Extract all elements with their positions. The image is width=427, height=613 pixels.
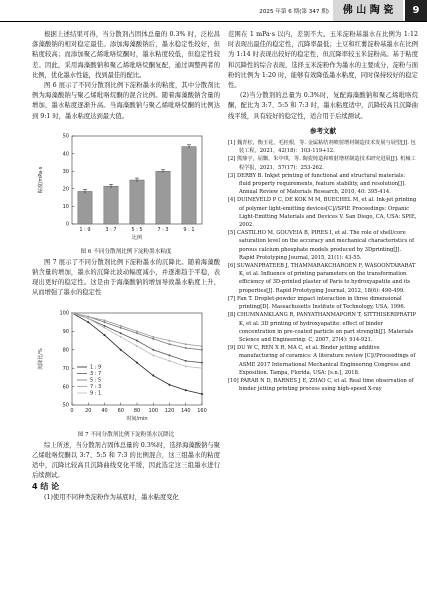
data-point — [201, 345, 203, 347]
y-tick-label: 90 — [62, 328, 69, 335]
y-tick-label: 70 — [62, 365, 69, 372]
data-point — [185, 343, 187, 345]
data-point — [152, 374, 154, 376]
data-point — [104, 319, 106, 321]
paragraph: (1)使用不同种类淀粉作为基底时，墨水粘度变化 — [44, 494, 179, 502]
data-point — [120, 326, 122, 328]
data-point — [185, 389, 187, 391]
bar — [130, 180, 144, 224]
right-column — [228, 30, 418, 393]
header-rule — [0, 21, 427, 22]
x-tick-label: 60 — [117, 407, 124, 414]
data-point — [169, 354, 171, 356]
data-point — [152, 348, 154, 350]
y-axis-label: 沉降比/% — [38, 347, 44, 370]
data-point — [201, 367, 203, 369]
y-tick-label: 0 — [65, 221, 69, 228]
data-point — [120, 336, 122, 338]
x-tick-label: 120 — [164, 407, 175, 414]
data-point — [120, 348, 122, 350]
bar — [104, 186, 118, 224]
y-tick-label: 80 — [62, 347, 69, 354]
data-point — [136, 361, 138, 363]
data-point — [152, 336, 154, 338]
data-point — [136, 330, 138, 332]
y-tick-label: 20 — [62, 186, 69, 193]
legend-label: 3 : 7 — [90, 370, 102, 377]
legend-label: 7 : 3 — [90, 383, 102, 390]
bar — [78, 191, 92, 224]
data-point — [152, 337, 154, 339]
data-point — [104, 334, 106, 336]
data-point — [136, 339, 138, 341]
x-tick-label: 100 — [148, 407, 159, 414]
reference-item: [1] 魏青松，衡玉花，毛桂根，等. 金属粘结剂喷射增材制造技术发展与展望[J]. 包装工程，2021，42(18)：103-119+12. — [228, 140, 416, 155]
y-tick-label: 60 — [62, 383, 69, 390]
data-point — [169, 343, 171, 345]
y-tick-label: 40 — [62, 151, 69, 158]
x-tick-label: 0 — [70, 407, 74, 414]
y-axis-label: 粘度/mPa·s — [38, 166, 44, 194]
data-point — [87, 321, 89, 323]
page-header — [0, 0, 427, 22]
reference-item: [3] DERBY B. Inkjet printing of functional and structural materials: fluid property requirements, feature stability, and resolution[J]. Annual Review of Materials Research, 2010, 40: 395-414. — [228, 172, 406, 196]
data-point — [185, 359, 187, 361]
section-heading: 4 结 论 — [32, 482, 60, 492]
data-point — [104, 326, 106, 328]
data-point — [201, 348, 203, 350]
data-point — [201, 361, 203, 363]
y-tick-label: 100 — [59, 310, 69, 317]
x-tick-label: 1 : 9 — [79, 226, 91, 233]
legend-label: 9 : 1 — [90, 390, 102, 397]
reference-item: [8] CHUMNANKLANG R, PANYATHANMAPORN T, SITTHISERIPRATIP K, et al. 3D printing of hydroxyapatite: effect of binder concentration in pre-coated particle on part strength[J]. Materials Science and Engineering: C, 2007, 27(4): 914-921. — [228, 312, 416, 343]
data-point — [87, 315, 89, 317]
reference-item: [5] CASTILHO M, GOUVEIA B, PIRES I, et al. The role of shell/core saturation level on the accuracy and mechanical characteristics of porous calcium phosphate models produced by 3Dprinting[J]. Rapid Prototyping Journal, 2015, 21(1): 43-55. — [228, 230, 415, 261]
data-point — [185, 347, 187, 349]
x-tick-label: 9 : 1 — [183, 226, 195, 233]
data-point — [120, 325, 122, 327]
data-point — [169, 359, 171, 361]
reference-item: [7] Fan T. Droplet-powder impact interaction in three dimensional printing[D]. Massachusetts Institute of Technology, USA, 1996. — [228, 295, 406, 311]
bar — [182, 146, 196, 223]
x-axis-label: 比例 — [131, 234, 143, 241]
reference-item: [6] SUWANPRATEEB J, THAMMARAKCHAROEN F, WASOONTARARAT K, et al. Influence of printing parameters on the transformation efficiency of 3D-printed plaster of Paris to hydroxyapatite and its properties[J]. Rapid Prototyping Journal, 2012, 18(6): 490-499. — [228, 263, 416, 294]
data-point — [87, 317, 89, 319]
data-point — [104, 325, 106, 327]
x-tick-label: 20 — [85, 407, 92, 414]
issue-info: 2025 年第 6 期(第 347 期) — [259, 9, 329, 15]
data-point — [185, 365, 187, 367]
paragraph: 根据上述结果可得，当分散剂占固体总量的 0.3% 时，泛松昌落藻酸钠的相对稳定最佳。添加海藻酸钠后，墨水稳定性较好，但粘度较高；而添加聚乙烯吡咯烷酮时，墨水粘度较低，但稳定性较差。因此，采用海藻酸钠和聚乙烯吡咯烷酮复配，通过调整两者的比例，优化墨水性能，找到最佳的配比。 — [32, 31, 220, 79]
data-point — [169, 339, 171, 341]
data-point — [169, 383, 171, 385]
reference-list — [228, 139, 418, 393]
x-tick-label: 140 — [180, 407, 191, 414]
page-number: 9 — [405, 0, 427, 21]
data-point — [201, 393, 203, 395]
x-tick-label: 160 — [197, 407, 207, 414]
paragraph: 图 7 展示了不同分散剂比例下淀粉墨水的沉降比。随着海藻酸钠含量的增加，墨水的沉降比波动幅度减小，并逐渐趋于平稳，表现出更好的稳定性。这是由于海藻酸钠的增加导致墨水粘度上升，从而增强了墨水的稳定性 — [32, 258, 220, 297]
x-tick-label: 40 — [101, 407, 108, 414]
y-tick-label: 30 — [62, 168, 69, 175]
reference-item: [4] DUINEVELD P C, DE KOK M M, BUECHEL M, et al. Ink-jet printing of polymer light-emitting devices[C]//SPIE Proceedings: Organic Light-Emitting Materials and Devices V. San Diego, CA, USA: SPIE, 2002. — [228, 197, 417, 229]
x-axis-label: 时间/min — [126, 415, 148, 422]
viscosity-bar-chart — [32, 128, 220, 246]
data-point — [136, 332, 138, 334]
data-point — [152, 354, 154, 356]
figure-6 — [32, 128, 220, 246]
y-tick-label: 50 — [62, 133, 69, 140]
left-column — [32, 30, 220, 504]
legend-label: 5 : 5 — [90, 377, 102, 384]
y-tick-label: 50 — [62, 402, 69, 409]
reference-item: [9] DU W C, REN X R, MA C, et al. Binder jetting additive manufacturing of ceramics: A literature review [C]//Proceedings of ASME 2017 International Mechanical Engineering Congress and Exposition. Tampa, Florida, USA: [s.n.], 2018. — [228, 345, 416, 376]
data-point — [136, 345, 138, 347]
paragraph: 范围在 1 mPa·s 以内，差别不大。玉米淀粉基墨水在比例为 1:12 时表现出最佳的稳定性，沉降率最低；土豆和红薯淀粉基墨水在比例为 1:14 时表现出较好的稳定性，但沉降率较玉米淀粉高。基于粘度和沉降性的综合表现，选择玉米淀粉作为墨水的主要成分，淀粉与面粉的比例为 1:20 时，能够有效降低墨水粘度，同时保持较好的稳定性。 — [228, 31, 418, 90]
paragraph: (2)当分散剂的总量为 0.3%时，复配海藻酸钠和聚乙烯吡咯烷酮，配比为 3:7、5:5 和 7:3 时，墨水粘度适中，沉降较高且沉降曲线平缓，具有较好的稳定性，适合用于后续测试。 — [228, 92, 418, 120]
x-tick-label: 5 : 5 — [131, 226, 143, 233]
x-tick-label: 3 : 7 — [105, 226, 117, 233]
figure-7 — [32, 305, 220, 429]
data-point — [120, 332, 122, 334]
bar — [156, 171, 170, 224]
sedimentation-line-chart — [32, 305, 220, 429]
references-heading: 参考文献 — [310, 126, 336, 135]
legend-label: 1 : 9 — [90, 364, 102, 371]
x-tick-label: 80 — [133, 407, 141, 414]
figure-6-caption: 图 6 不同分散剂比例下淀粉墨水粘度 — [80, 248, 172, 255]
x-tick-label: 7 : 3 — [157, 226, 169, 233]
data-point — [104, 321, 106, 323]
data-point — [71, 312, 73, 314]
reference-item: [2] 熊鼎宇，屈飘，朱中琪，等. 陶瓷铸造和喷射增材制造技术研究进展[J]. 机械工程学报，2021，57(17)：253-262. — [228, 156, 416, 171]
paragraph: 综上所述，当分散剂占固体总量的 0.3%时，选择海藻酸钠与聚乙烯吡咯烷酮以 3:7、5:5 和 7:3 的比例混合，这三组墨水的粘度适中，沉降比较高且沉降曲线变化平缓，因此选定这三组墨水进行后续测试。 — [32, 441, 220, 480]
journal-name: 佛 山 陶 瓷 — [333, 0, 403, 21]
figure-7-caption: 图 7 不同分散剂比例下淀粉墨水沉降比 — [77, 431, 175, 438]
y-tick-label: 10 — [62, 203, 69, 210]
paragraph: 图 6 展示了不同分散剂比例下淀粉墨水的粘度，其中分散剂比例为海藻酸钠与聚乙烯吡咯烷酮的混合比例。随着海藻酸钠含量的增加，墨水粘度逐渐升高。当海藻酸钠与聚乙烯吡咯烷酮的比例达到 9:1 时，墨水粘度达到最大值。 — [32, 82, 220, 120]
reference-item: [10] PARAB N D, BARNES J E, ZHAO C, et al. Real time observation of binder jetting printing process using high-speed X-ray — [228, 377, 414, 393]
